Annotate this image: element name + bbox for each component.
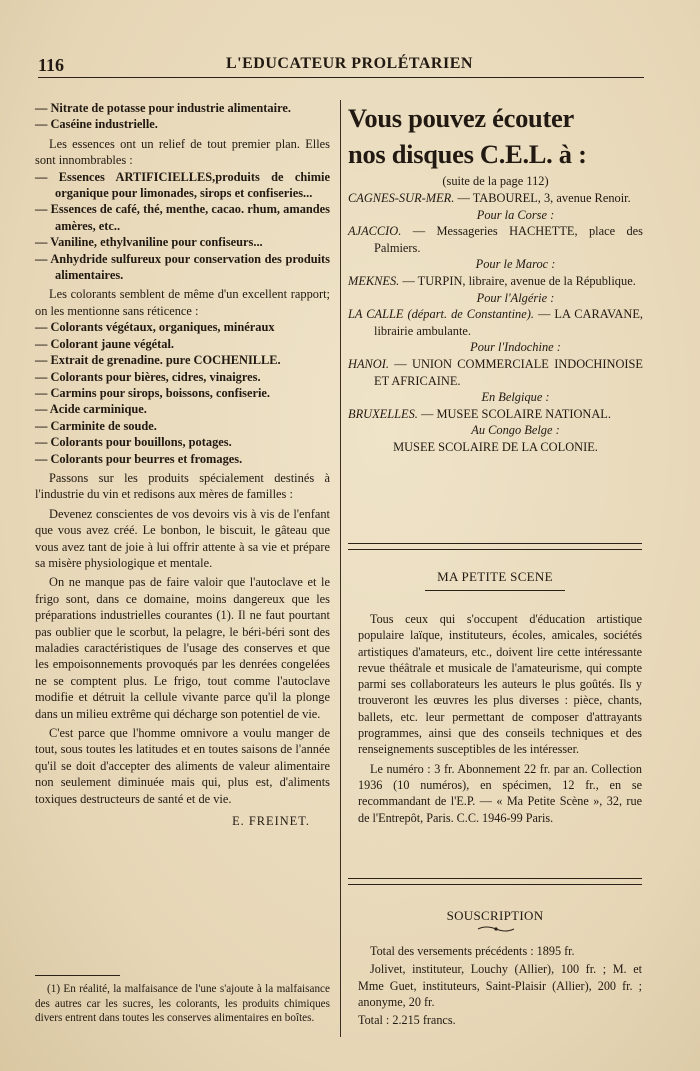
footnote-rule bbox=[35, 975, 120, 976]
dealer-entry: CAGNES-SUR-MER. — TABOUREL, 3, avenue Renoir. bbox=[348, 191, 631, 205]
scene-section-body bbox=[358, 611, 642, 826]
paragraph: C'est parce que l'homme omnivore a voulu manger de tout, sous toutes les latitudes et en toutes saisons de l'année qu'il se doit d'accepter des aliments de valeur alimentaire non seulement diminuée mais qui, plus est, d'aliments toxiques destructeurs de santé et de vie. bbox=[35, 726, 330, 806]
paragraph: Devenez conscientes de vos devoirs vis à vis de l'enfant que vous avez créé. Le bonbon, le biscuit, le gâteau que vous avez tant de joie à lui offrir attente à sa vie et prépare sa misère physiologique et mentale. bbox=[35, 506, 330, 570]
column-divider bbox=[340, 100, 341, 1037]
paragraph: Tous ceux qui s'occupent d'éducation artistique populaire laïque, instituteurs, écoles, amicales, sociétés artistiques d'amateurs, etc., doivent lire cette intéressante revue théâtrale et musicale de l'amateurisme, qui compte parmi ses collaborateurs les auteurs le plus goûtés. Ils y trouveront les œuvres les plus diverses : pièce, chants, ballets, etc. leur permettant de composer d'attrayants programmes, ainsi que des conseils techniques et des renseignements susceptibles de les intéresser. bbox=[358, 612, 642, 757]
section-double-rule bbox=[348, 543, 642, 550]
section-double-rule bbox=[348, 878, 642, 885]
subscription-body bbox=[358, 943, 642, 1028]
paragraph: Le numéro : 3 fr. Abonnement 22 fr. par an. Collection 1936 (10 numéros), en spécimen, 12 fr., en se recommandant de l'E.P. — « Ma Petite Scène », 32, rue de l'Entrepôt, Paris. C.C. 1946-99 Paris. bbox=[358, 761, 642, 825]
dealer-entry: MUSEE SCOLAIRE DE LA COLONIE. bbox=[393, 439, 598, 454]
paragraph: Total : 2.215 francs. bbox=[358, 1013, 456, 1028]
dealer-entry: MEKNES. — TURPIN, libraire, avenue de la République. bbox=[348, 273, 636, 288]
running-header bbox=[38, 55, 648, 77]
paragraph: Les colorants semblent de même d'un excellent rapport; on les mentionne sans réticence : bbox=[35, 287, 330, 318]
list-item: — Acide carminique. bbox=[35, 402, 147, 417]
left-column bbox=[35, 100, 330, 829]
list-item: — Colorant jaune végétal. bbox=[35, 336, 175, 351]
ad-title: Vous pouvez écouter bbox=[348, 103, 574, 133]
ad-title: nos disques C.E.L. à : bbox=[348, 139, 587, 169]
scene-section-title: MA PETITE SCENE bbox=[437, 569, 553, 584]
paragraph: Passons sur les produits spécialement destinés à l'industrie du vin et redisons aux mères de familles : bbox=[35, 470, 330, 502]
subscription-title: SOUSCRIPTION bbox=[446, 908, 544, 923]
region-label: Pour l'Indochine : bbox=[470, 340, 561, 355]
header-rule bbox=[38, 77, 644, 78]
signature: E. FREINET. bbox=[232, 814, 310, 829]
ad-subtitle: (suite de la page 112) bbox=[442, 174, 549, 188]
dealer-entry: LA CALLE (départ. de Constantine). — LA CARAVANE, librairie ambulante. bbox=[348, 307, 643, 338]
paragraph: Les essences ont un relief de tout premier plan. Elles sont innombrables : bbox=[35, 136, 330, 168]
region-label: Pour l'Algérie : bbox=[476, 290, 555, 305]
list-item: — Carminite de soude. bbox=[35, 418, 157, 433]
list-item: — Colorants pour bouillons, potages. bbox=[35, 435, 232, 450]
list-item: — Anhydride sulfureux pour conservation des produits alimentaires. bbox=[35, 251, 330, 283]
paragraph: Jolivet, instituteur, Louchy (Allier), 100 fr. ; M. et Mme Guet, instituteurs, Saint-Plaisir (Allier), 200 fr. ; anonyme, 20 fr. bbox=[358, 962, 642, 1009]
dealer-entry: BRUXELLES. — MUSEE SCOLAIRE NATIONAL. bbox=[348, 406, 611, 421]
footnote: (1) En réalité, la malfaisance de l'une s'ajoute à la malfaisance des autres car les sucres, les colorants, les produits chimiques divers entrent dans toutes les conserves alimentaires en boîtes. bbox=[35, 983, 330, 1024]
page-number: 116 bbox=[38, 55, 65, 75]
paragraph: Total des versements précédents : 1895 fr. bbox=[370, 944, 575, 958]
title-underline bbox=[425, 590, 565, 591]
list-item: — Carmins pour sirops, boissons, confiserie. bbox=[35, 385, 270, 400]
ornament-flourish bbox=[476, 924, 516, 937]
dealer-entry: HANOI. — UNION COMMERCIALE INDOCHINOISE ET AFRICAINE. bbox=[348, 356, 643, 388]
list-item: — Vaniline, ethylvaniline pour confiseurs... bbox=[35, 235, 263, 250]
list-item: — Essences de café, thé, menthe, cacao. rhum, amandes amères, etc.. bbox=[35, 202, 330, 233]
list-item: — Colorants pour beurres et fromages. bbox=[35, 451, 243, 466]
dealer-entry: AJACCIO. — Messageries HACHETTE, place des Palmiers. bbox=[348, 224, 643, 255]
list-item: — Caséine industrielle. bbox=[35, 117, 158, 132]
list-item: — Nitrate de potasse pour industrie alimentaire. bbox=[35, 101, 291, 115]
journal-title: L'EDUCATEUR PROLÉTARIEN bbox=[226, 55, 473, 72]
region-label: Pour le Maroc : bbox=[475, 257, 556, 272]
list-item: — Essences ARTIFICIELLES,produits de chimie organique pour limonades, sirops et confiseries... bbox=[35, 169, 330, 201]
region-label: En Belgique : bbox=[481, 390, 550, 405]
list-item: — Extrait de grenadine. pure COCHENILLE. bbox=[35, 353, 281, 368]
region-label: Pour la Corse : bbox=[476, 207, 555, 222]
list-item: — Colorants pour bières, cidres, vinaigres. bbox=[35, 369, 261, 384]
right-column bbox=[348, 100, 643, 456]
list-item: — Colorants végétaux, organiques, minéraux bbox=[35, 320, 275, 335]
paragraph: On ne manque pas de faire valoir que l'autoclave et le frigo sont, dans ce domaine, moins dangereux que les préparations industrielles courantes (1). Il ne faut pourtant pas oublier que le scorbut, la pelagre, le béri-béri sont des maladies caractéristiques de l'usage des conserves et que les empoisonnements provoqués par les denrées congelées ne se comptent plus. Le frigo, tout comme l'autoclave modifie et détruit la cellule vivante parce qu'il la plonge dans un milieu extrême qui décharge son potentiel de vie. bbox=[35, 575, 330, 721]
region-label: Au Congo Belge : bbox=[471, 423, 560, 438]
